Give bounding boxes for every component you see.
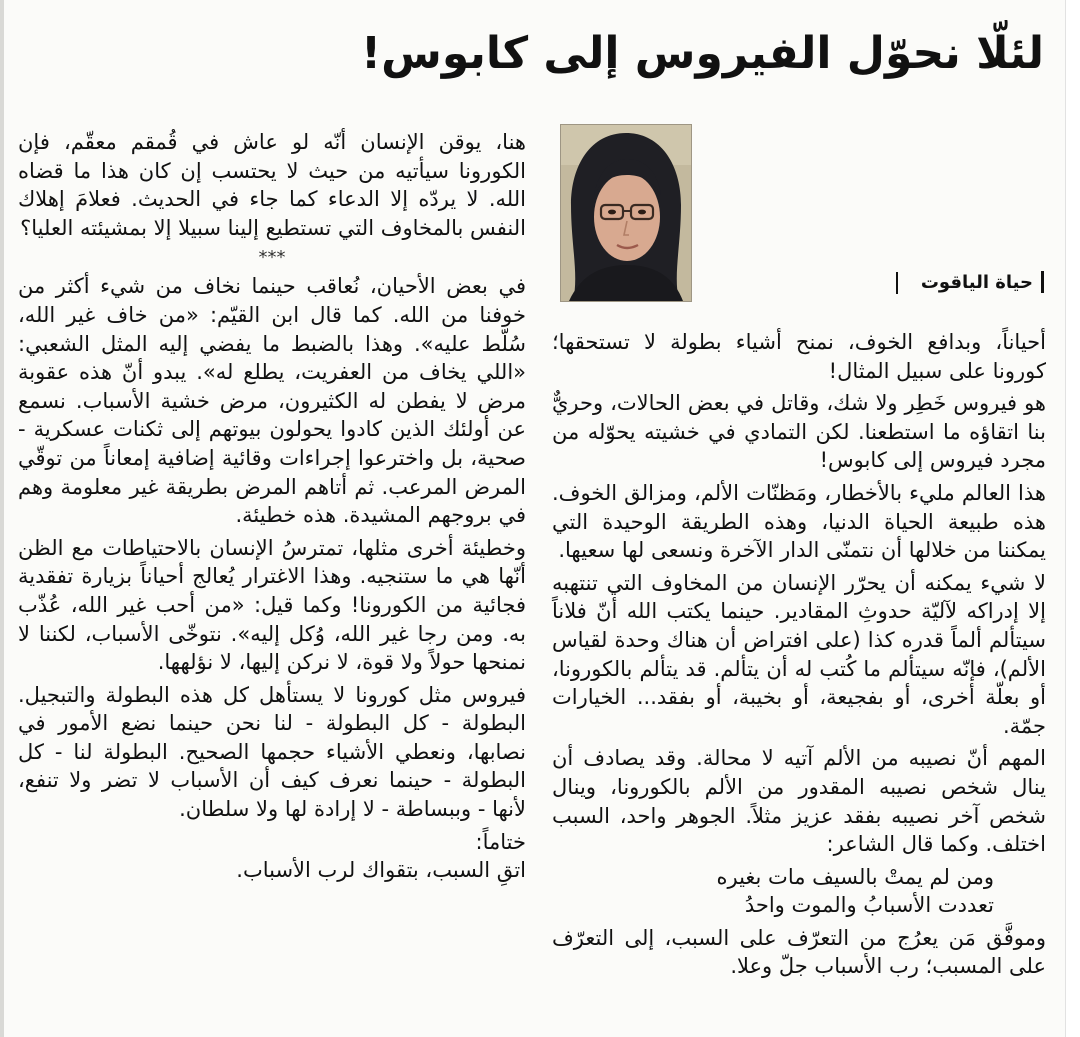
author-portrait-illustration	[561, 125, 691, 301]
left-paragraph-2: في بعض الأحيان، نُعاقب حينما نخاف من شيء أكثر من خوفنا من الله. كما قال ابن القيّم: «من خاف غير الله، سُلّط عليه». وهذا بالضبط ما يفضي إليه المثل الشعبي: «اللي يخاف من العفريت، يطلع له». يبدو أنّ هذه عقوبة مرض لا يفطن له الكثيرون، مرض خشية الأسباب. نسمع عن أولئك الذين كادوا يحولون بيوتهم إلى ثكنات عسكرية - صحية، بل واخترعوا إجراءات وقائية إضافية إمعاناً من توقّي المرض المرعب. ثم أتاهم المرض بطريقة غير معلومة وهم في بروجهم المشيدة. هذه خطيئة.	[18, 274, 526, 528]
poem-verse-2: تعددت الأسبابُ والموت واحدُ	[744, 893, 994, 918]
right-paragraph-6: وموفَّق مَن يعرُج من التعرّف على السبب، إلى التعرّف على المسبب؛ رب الأسباب جلّ وعلا.	[552, 925, 1046, 979]
byline-bar-left	[896, 272, 898, 294]
page-left-edge	[0, 0, 4, 1037]
right-column	[552, 328, 1046, 981]
byline-bar	[1041, 271, 1044, 293]
author-photo	[560, 124, 692, 302]
article-headline: لئلّا نحوّل الفيروس إلى كابوس!	[361, 28, 1044, 79]
right-paragraph-5: المهم أنّ نصيبه من الألم آتيه لا محالة. وقد يصادف أن ينال شخص نصيبه المقدور من الألم بالكورونا، وينال شخص آخر نصيبه بفقد عزيز مثلاً. الجوهر واحد، السبب اختلف. وكما قال الشاعر:	[552, 746, 1046, 857]
section-separator: ***	[258, 247, 286, 269]
left-column	[18, 128, 526, 885]
right-paragraph-1: أحياناً، وبدافع الخوف، نمنح أشياء بطولة لا تستحقها؛ كورونا على سبيل المثال!	[552, 330, 1046, 383]
page-right-edge	[1065, 0, 1080, 1037]
left-paragraph-3: وخطيئة أخرى مثلها، تمترسُ الإنسان بالاحتياطات مع الظن أنّها هي ما ستنجيه. وهذا الاغترار يُعالج أحياناً بزيارة تفقدية فجائية من الكورونا! وكما قيل: «من أحب غير الله، عُذّب به. ومن رجا غير الله، وُكل إليه». نتوخّى الأسباب، لكننا لا نمنحها حولاً ولا قوة، لا نركن إليها، لا نؤلهها.	[18, 535, 526, 675]
closing-label: ختاماً:	[475, 829, 526, 854]
poem-verse-1: ومن لم يمتْ بالسيف مات بغيره	[716, 864, 994, 889]
closing-text: اتقِ السبب، بتقواك لرب الأسباب.	[236, 858, 526, 883]
left-paragraph-4: فيروس مثل كورونا لا يستأهل كل هذه البطولة والتبجيل. البطولة - كل البطولة - لنا نحن حينما نضع الأمور في نصابها، ونعطي الأشياء حجمها الصحيح. البطولة لنا - كل البطولة - حينما نعرف كيف أن الأسباب لا تضر ولا تنفع، لأنها - وببساطة - لا إرادة لها ولا سلطان.	[18, 682, 526, 822]
right-paragraph-2: هو فيروس خَطِر ولا شك، وقاتل في بعض الحالات، وحريٌّ بنا اتقاؤه ما استطعنا. لكن التمادي في خشيته يحوّله من مجرد فيروس إلى كابوس!	[552, 391, 1046, 473]
author-byline	[900, 268, 1044, 296]
right-paragraph-3: هذا العالم مليء بالأخطار، ومَظنّات الألم، ومزالق الخوف. هذه طبيعة الحياة الدنيا، وهذه الطريقة الوحيدة التي يمكننا من خلالها أن نتمنّى الدار الآخرة ونسعى لها سعيها.	[552, 480, 1046, 563]
right-paragraph-4: لا شيء يمكنه أن يحرّر الإنسان من المخاوف التي تنتهبه إلا إدراكه لآليّة حدوثِ المقادير. حينما يكتب الله أنّ فلاناً سيتألم ألماً قدره كذا (على افتراض أن هناك وحدة لقياس الألم)، فإنّه سيتألم ما كُتب له أن يتألم. قد يتألم بالكورونا، أو بعلّة أخرى، أو بفجيعة، أو بخيبة، أو بفقد... الخيارات جمّة.	[552, 570, 1046, 738]
left-paragraph-1: هنا، يوقن الإنسان أنّه لو عاش في قُمقم معقّم، فإن الكورونا سيأتيه من حيث لا يحتسب إن كان هذا ما قضاه الله. لا يردّه إلا الدعاء كما جاء في الحديث. فعلامَ إهلاك النفس بالمخاوف التي تستطيع إلينا سبيلا إلا بمشيئته العليا؟	[18, 130, 526, 240]
author-name: حياة الياقوت	[920, 271, 1033, 293]
